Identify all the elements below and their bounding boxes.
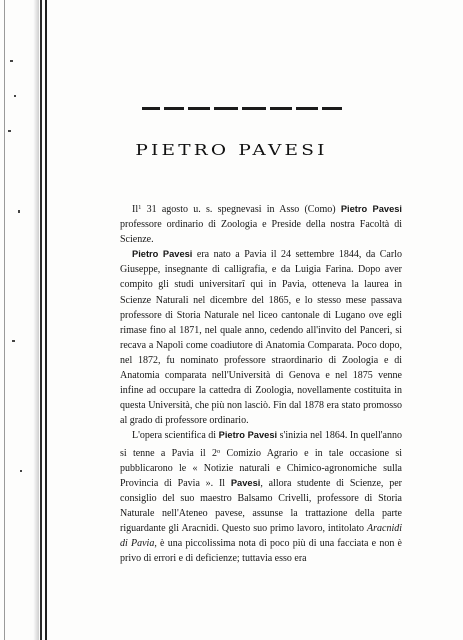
decorative-rule [142,107,342,110]
text-run: era nato a Pavia il 24 settembre 1844, da Carlo Giuseppe, insegnante di calligrafia, e da Luigia Farina. Dopo aver compito gli studi universitarî qui in Pavia, otteneva la laurea in Scienze Naturali nel dicembre del 1865, e lo stesso mese passava professore di Storia Naturale nel liceo cantonale di Lugano ove egli rimase fino al 1871, nel quale anno, cedendo all'invito del Panceri, si recava a Napoli come coadiutore di Anatomia Comparata. Poco dopo, nel 1872, fu nominato professore straordinario di Zoologia e di Anatomia comparata nell'Università di Genova e nel 1875 venne infine ad occupare la cattedra di Zoologia, novellamente costituita in questa Università, che più non lasciò. Fin dal 1878 era stato promosso al grado di professore ordinario. [120,249,402,427]
paragraph [120,200,402,247]
person-name: Pavesi [230,477,261,488]
book-binding-edge [0,0,50,640]
text-run: Comizio Agrario e in tale occasione si pubblicarono le « Notizie naturali e Chimico-agronomiche sulla Provincia di Pavia ». Il [120,447,402,489]
work-title: Aracnidi di Pavia [120,522,402,550]
body-text [120,200,402,566]
text-run: Il [132,204,139,215]
person-name: Pietro Pavesi [132,249,193,260]
person-name: Pietro Pavesi [340,204,402,214]
text-run: 31 agosto u. s. spegnevasi in Asso (Como) [141,204,341,215]
text-run: , è una piccolissima nota di poco più di una facciata e non è privo di errori e di deficienze; tuttavia esso era [120,538,402,565]
paragraph [120,428,402,566]
superscript: 1 [138,204,142,211]
paragraph [120,247,402,428]
text-run: s'inizia nel 1864. In quell'anno si tenne a Pavia il 2 [120,430,402,459]
text-run: professore ordinario di Zoologia e Preside della nostra Facoltà di Scienze. [120,219,402,246]
text-run: , allora studente di Scienze, per consiglio del suo maestro Balsamo Crivelli, professore di Storia Naturale nell'Ateneo pavese, assunse la trattazione della parte riguardante gli Aracnidi. Questo suo primo lavoro, intitolato [120,477,402,534]
person-name: Pietro Pavesi [218,430,278,441]
superscript: o [216,447,221,455]
text-run: L'opera scientifica di [132,430,219,442]
page-title: PIETRO PAVESI [135,142,328,160]
